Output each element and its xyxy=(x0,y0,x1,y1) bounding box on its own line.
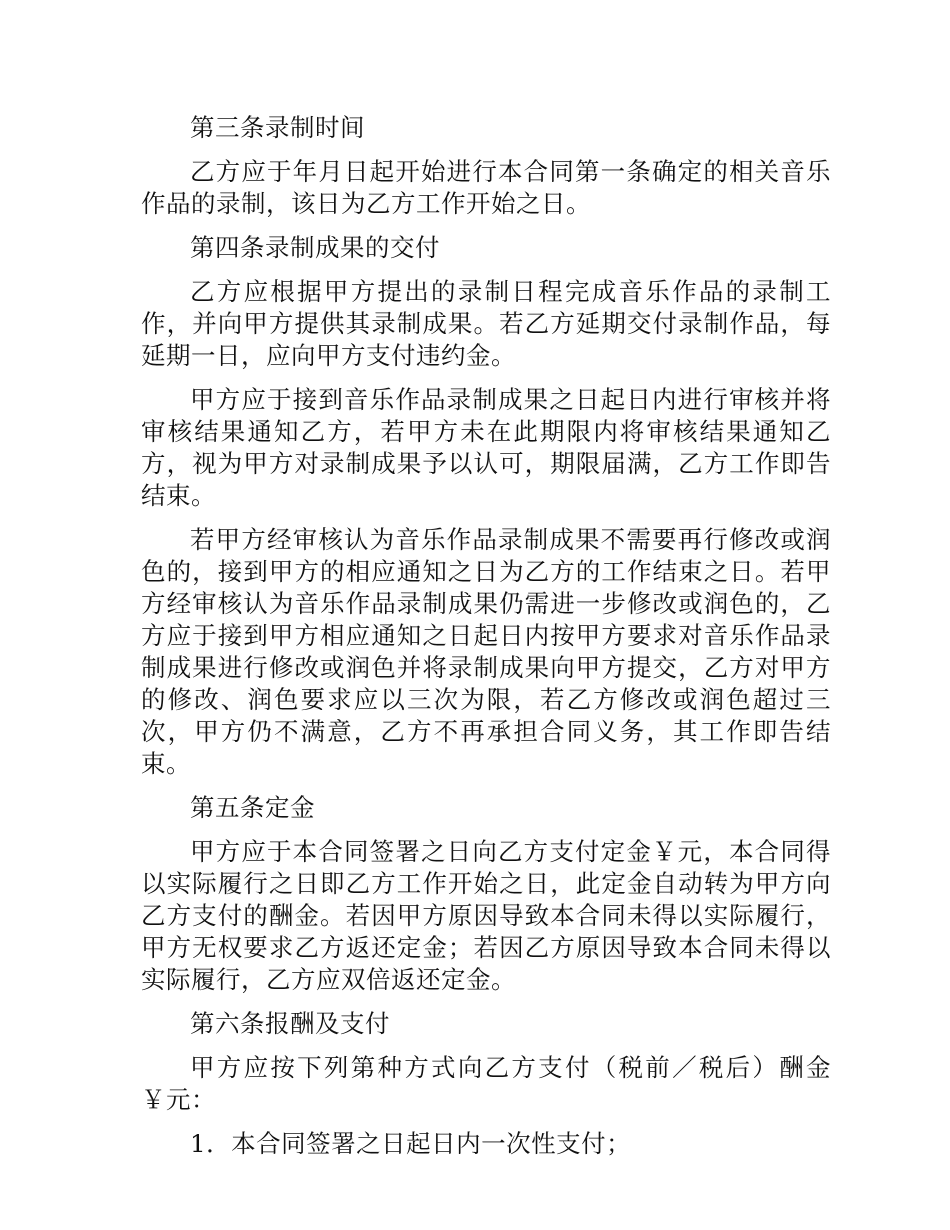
article-5-heading: 第五条定金 xyxy=(190,793,315,822)
article-5-paragraph: 甲方应于本合同签署之日向乙方支付定金￥元，本合同得以实际履行之日即乙方工作开始之日，此定金自动转为甲方向乙方支付的酬金。若因甲方原因导致本合同未得以实际履行，甲方无权要求乙方返还定金；若因乙方原因导致本合同未得以实际履行，乙方应双倍返还定金。 xyxy=(141,837,831,994)
article-4-heading: 第四条录制成果的交付 xyxy=(190,233,440,262)
article-4-paragraph-1: 乙方应根据甲方提出的录制日程完成音乐作品的录制工作，并向甲方提供其录制成果。若乙方延期交付录制作品，每延期一日，应向甲方支付违约金。 xyxy=(141,277,831,370)
payment-option-1: 1．本合同签署之日起日内一次性支付； xyxy=(190,1129,632,1158)
article-3-heading: 第三条录制时间 xyxy=(190,113,365,142)
article-4-paragraph-3: 若甲方经审核认为音乐作品录制成果不需要再行修改或润色的，接到甲方的相应通知之日为乙方的工作结束之日。若甲方经审核认为音乐作品录制成果仍需进一步修改或润色的，乙方应于接到甲方相应通知之日起日内按甲方要求对音乐作品录制成果进行修改或润色并将录制成果向甲方提交，乙方对甲方的修改、润色要求应以三次为限，若乙方修改或润色超过三次，甲方仍不满意，乙方不再承担合同义务，其工作即告结束。 xyxy=(141,525,831,778)
article-6-paragraph: 甲方应按下列第种方式向乙方支付（税前／税后）酬金￥元： xyxy=(141,1053,831,1114)
article-3-paragraph: 乙方应于年月日起开始进行本合同第一条确定的相关音乐作品的录制，该日为乙方工作开始之日。 xyxy=(141,157,831,218)
article-6-heading: 第六条报酬及支付 xyxy=(190,1009,390,1038)
document-body xyxy=(141,112,831,1172)
article-4-paragraph-2: 甲方应于接到音乐作品录制成果之日起日内进行审核并将审核结果通知乙方，若甲方未在此期限内将审核结果通知乙方，视为甲方对录制成果予以认可，期限届满，乙方工作即告结束。 xyxy=(141,385,831,510)
